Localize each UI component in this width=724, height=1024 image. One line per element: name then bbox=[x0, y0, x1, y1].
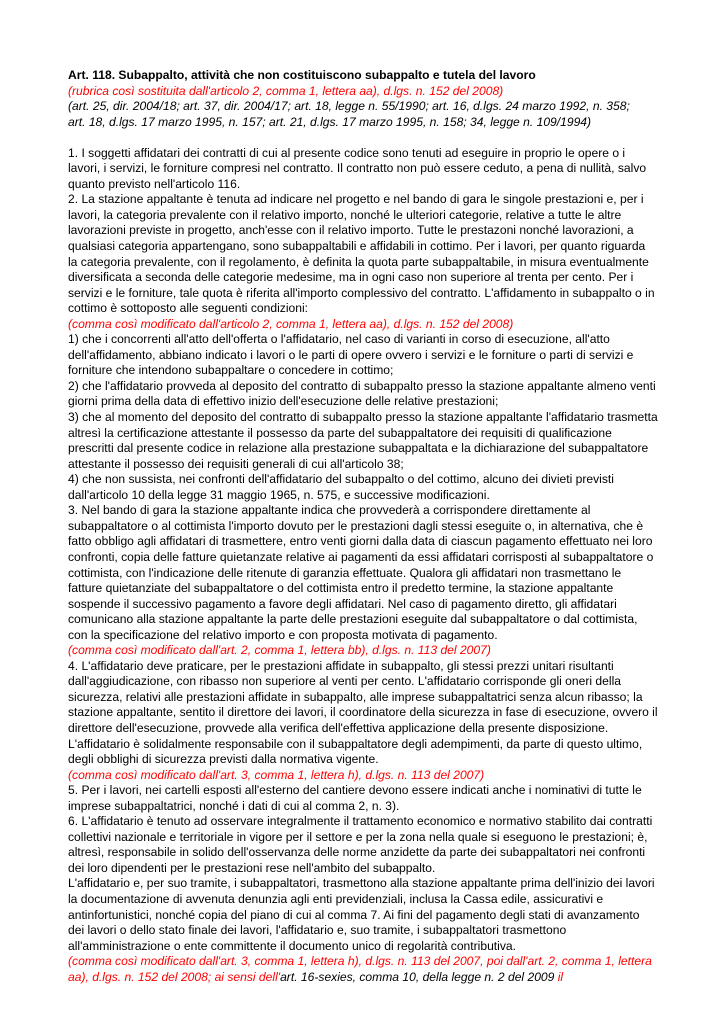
condition-1: 1) che i concorrenti all'atto dell'offerta o l'affidatario, nel caso di varianti in corso di esecuzione, all'atto dell'affidamento, abbiano indicato i lavori o le parti di opere ovvero i servizi e le forniture o parti di servizi e forniture che intendono subappaltare o concedere in cottimo; bbox=[68, 332, 634, 378]
paragraph-comma-4: 4. L'affidatario deve praticare, per le prestazioni affidate in subappalto, gli stessi prezzi unitari risultanti dall'aggiudicazione, con ribasso non superiore al venti per cento. L'affidatario corrisponde gli oneri della sicurezza, relativi alle prestazioni affidate in subappalto, alle imprese subappaltatrici senza alcun ribasso; la stazione appaltante, sentito il direttore dei lavori, il coordinatore della sicurezza in fase di esecuzione, ovvero il direttore dell'esecuzione, provvede alla verifica dell'effettiva applicazione della presente disposizione. bbox=[68, 658, 658, 735]
article-body bbox=[68, 146, 658, 986]
references-line-1: (art. 25, dir. 2004/18; art. 37, dir. 2004/17; art. 18, legge n. 55/1990; art. 16, d.lgs. 24 marzo 1992, n. 358; bbox=[68, 99, 630, 114]
article-title: Art. 118. Subappalto, attività che non costituiscono subappalto e tutela del lavoro bbox=[68, 68, 536, 82]
condition-2: 2) che l'affidatario provveda al deposito del contratto di subappalto presso la stazione appaltante almeno venti giorni prima della data di effettivo inizio dell'esecuzione delle relative prestazioni; bbox=[68, 378, 656, 409]
references-line-2: art. 18, d.lgs. 17 marzo 1995, n. 157; art. 21, d.lgs. 17 marzo 1995, n. 158; 34, legge n. 109/1994) bbox=[68, 114, 592, 129]
condition-3: 3) che al momento del deposito del contratto di subappalto presso la stazione appaltante l'affidatario trasmetta altresì la certificazione attestante il possesso da parte del subappaltatore dei requisiti di qualificazione prescritti dal presente codice in relazione alla prestazione subappaltata e la dichiarazione del subappaltatore attestante il possesso dei requisiti generali di cui all'articolo 38; bbox=[68, 410, 658, 471]
amendment-note-comma-2: (comma così modificato dall'articolo 2, comma 1, lettera aa), d.lgs. n. 152 del 2008) bbox=[68, 316, 514, 331]
paragraph-comma-6-continued: L'affidatario e, per suo tramite, i subappaltatori, trasmettono alla stazione appaltante prima dell'inizio dei lavori la documentazione di avvenuta denunzia agli enti previdenziali, inclusa la Cassa edile, assicurativi e antinfortunistici, nonché copia del piano di cui al comma 7. Ai fini del pagamento degli stati di avanzamento dei lavori o dello stato finale dei lavori, l'affidatario e, suo tramite, i subappaltatori trasmettono all'amministrazione o ente committente il documento unico di regolarità contributiva. bbox=[68, 876, 655, 953]
amendment-note-comma-6 bbox=[68, 954, 658, 985]
article-header bbox=[68, 68, 658, 130]
paragraph-comma-4-continued: L'affidatario è solidalmente responsabile con il subappaltatore degli adempimenti, da parte di questo ultimo, degli obblighi di sicurezza previsti dalla normativa vigente. bbox=[68, 736, 643, 767]
amendment-note-comma-3: (comma così modificato dall'art. 2, comma 1, lettera bb), d.lgs. n. 113 del 2007) bbox=[68, 643, 491, 658]
amendment-note-comma-6-tail: il bbox=[554, 969, 564, 984]
paragraph-comma-6: 6. L'affidatario è tenuto ad osservare integralmente il trattamento economico e normativo stabilito dai contratti collettivi nazionale e territoriale in vigore per il settore e per la zona nella quale si eseguono le prestazioni; è, altresì, responsabile in solido dell'osservanza delle norme anzidette da parte dei subappaltatori nei confronti dei loro dipendenti per le prestazioni rese nell'ambito del subappalto. bbox=[68, 814, 653, 875]
amendment-note-comma-6-law-ref: art. 16-sexies, comma 10, della legge n. 2 del 2009 bbox=[280, 969, 555, 984]
amendment-note-comma-4: (comma così modificato dall'art. 3, comma 1, lettera h), d.lgs. n. 113 del 2007) bbox=[68, 767, 485, 782]
document-page bbox=[68, 68, 658, 985]
paragraph-comma-2: 2. La stazione appaltante è tenuta ad indicare nel progetto e nel bando di gara le singole prestazioni e, per i lavori, la categoria prevalente con il relativo importo, nonché le ulteriori categorie, relative a tutte le altre lavorazioni previste in progetto, anch'esse con il relativo importo. Tutte le prestazoni nonché lavorazioni, a qualsiasi categoria appartengano, sono subappaltabili e affidabili in cottimo. Per i lavori, per quanto riguarda la categoria prevalente, con il regolamento, è definita la quota parte subappaltabile, in misura eventualmente diversificata a seconda delle categorie medesime, ma in ogni caso non superiore al trenta per cento. Per i servizi e le forniture, tale quota è riferita all'importo complessivo del contratto. L'affidamento in subappalto o in cottimo è sottoposto alle seguenti condizioni: bbox=[68, 192, 655, 316]
amendment-note-comma-6-red: (comma così modificato dall'art. 3, comma 1, lettera h), d.lgs. n. 113 del 2007, poi dall'art. 2, comma 1, lettera aa), d.lgs. n. 152 del 2008; ai sensi dell' bbox=[68, 954, 652, 984]
paragraph-comma-3: 3. Nel bando di gara la stazione appaltante indica che provvederà a corrispondere direttamente al subappaltatore o al cottimista l'importo dovuto per le prestazioni dagli stessi eseguite o, in alternativa, che è fatto obbligo agli affidatari di trasmettere, entro venti giorni dalla data di ciascun pagamento effettuato nei loro confronti, copia delle fatture quietanzate relative ai pagamenti da essi affidatari corrisposti al subappaltatore o cottimista, con l'indicazione delle ritenute di garanzia effettuate. Qualora gli affidatari non trasmettano le fatture quietanziate del subappaltatore o del cottimista entro il predetto termine, la stazione appaltante sospende il successivo pagamento a favore degli affidatari. Nel caso di pagamento diretto, gli affidatari comunicano alla stazione appaltante la parte delle prestazioni eseguite dal subappaltatore o dal cottimista, con la specificazione del relativo importo e con proposta motivata di pagamento. bbox=[68, 503, 654, 642]
paragraph-comma-1: 1. I soggetti affidatari dei contratti di cui al presente codice sono tenuti ad eseguire in proprio le opere o i lavori, i servizi, le forniture compresi nel contratto. Il contratto non può essere ceduto, a pena di nullità, salvo quanto previsto nell'articolo 116. bbox=[68, 145, 647, 191]
blank-line bbox=[68, 130, 658, 146]
paragraph-comma-5: 5. Per i lavori, nei cartelli esposti all'esterno del cantiere devono essere indicati anche i nominativi di tutte le imprese subappaltatrici, nonché i dati di cui al comma 2, n. 3). bbox=[68, 783, 642, 813]
condition-4: 4) che non sussista, nei confronti dell'affidatario del subappalto o del cottimo, alcuno dei divieti previsti dall'articolo 10 della legge 31 maggio 1965, n. 575, e successive modificazioni. bbox=[68, 472, 614, 502]
rubrica-note: (rubrica così sostituita dall'articolo 2, comma 1, lettera aa), d.lgs. n. 152 del 2008) bbox=[68, 83, 504, 98]
